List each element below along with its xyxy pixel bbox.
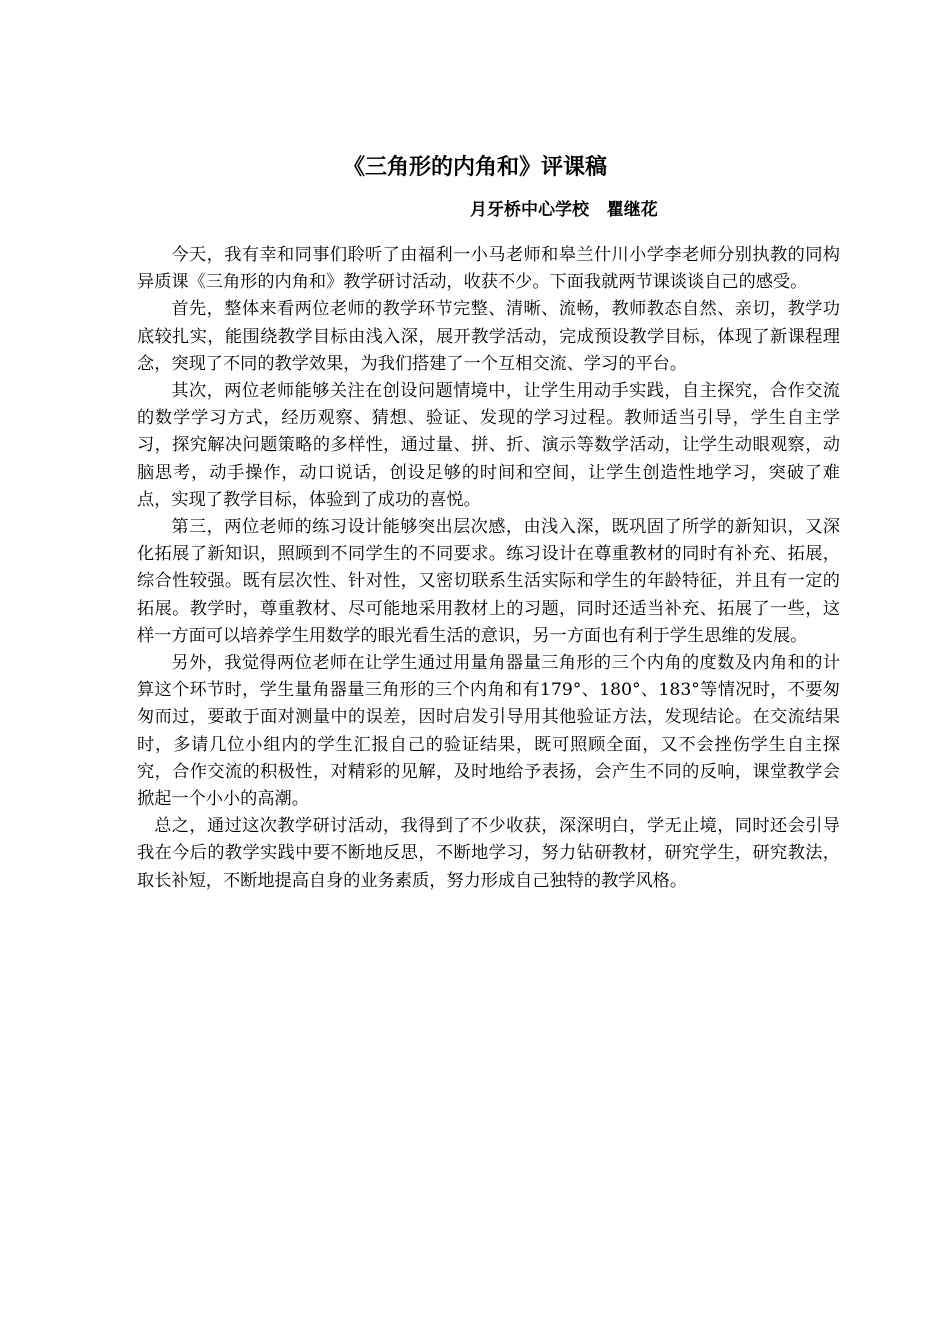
paragraph-second: 其次，两位老师能够关注在创设问题情境中，让学生用动手实践，自主探究，合作交流的数学学习方式，经历观察、猜想、验证、发现的学习过程。教师适当引导，学生自主学习，探究解决问题策略的多样性，通过量、拼、折、演示等数学活动，让学生动眼观察，动脑思考，动手操作，动口说话，创设足够的时间和空间，让学生创造性地学习，突破了难点，实现了教学目标，体验到了成功的喜悦。 <box>137 381 840 510</box>
paragraph-first: 首先，整体来看两位老师的教学环节完整、清晰、流畅，教师教态自然、亲切，教学功底较扎实，能围绕教学目标由浅入深，展开教学活动，完成预设教学目标，体现了新课程理念，突现了不同的教学效果，为我们搭建了一个互相交流、学习的平台。 <box>137 299 840 374</box>
paragraph-intro: 今天，我有幸和同事们聆听了由福利一小马老师和皋兰什川小学李老师分别执教的同构异质课《三角形的内角和》教学研讨活动，收获不少。下面我就两节课谈谈自己的感受。 <box>137 245 840 293</box>
paragraph-additional: 另外，我觉得两位老师在让学生通过用量角器量三角形的三个内角的度数及内角和的计算这个环节时，学生量角器量三角形的三个内角和有179°、180°、183°等情况时，不要匆匆而过，要敢于面对测量中的误差，因时启发引导用其他验证方法，发现结论。在交流结果时，多请几位小组内的学生汇报自己的验证结果，既可照顾全面，又不会挫伤学生自主探究，合作交流的积极性，对精彩的见解，及时地给予表扬，会产生不同的反响，课堂教学会掀起一个小小的高潮。 <box>137 653 840 810</box>
author-byline: 月牙桥中心学校 瞿继花 <box>470 200 658 220</box>
document-body <box>137 242 840 895</box>
paragraph-third: 第三，两位老师的练习设计能够突出层次感，由浅入深，既巩固了所学的新知识，又深化拓展了新知识，照顾到不同学生的不同要求。练习设计在尊重教材的同时有补充、拓展，综合性较强。既有层次性、针对性，又密切联系生活实际和学生的年龄特征，并且有一定的拓展。教学时，尊重教材、尽可能地采用教材上的习题，同时还适当补充、拓展了一些，这样一方面可以培养学生用数学的眼光看生活的意识，另一方面也有利于学生思维的发展。 <box>137 517 840 646</box>
paragraph-conclusion: 总之，通过这次教学研讨活动，我得到了不少收获，深深明白，学无止境，同时还会引导我在今后的教学实践中要不断地反思，不断地学习，努力钻研教材，研究学生，研究教法，取长补短，不断地提高自身的业务素质，努力形成自己独特的教学风格。 <box>137 816 840 891</box>
document-title: 《三角形的内角和》评课稿 <box>342 155 607 180</box>
